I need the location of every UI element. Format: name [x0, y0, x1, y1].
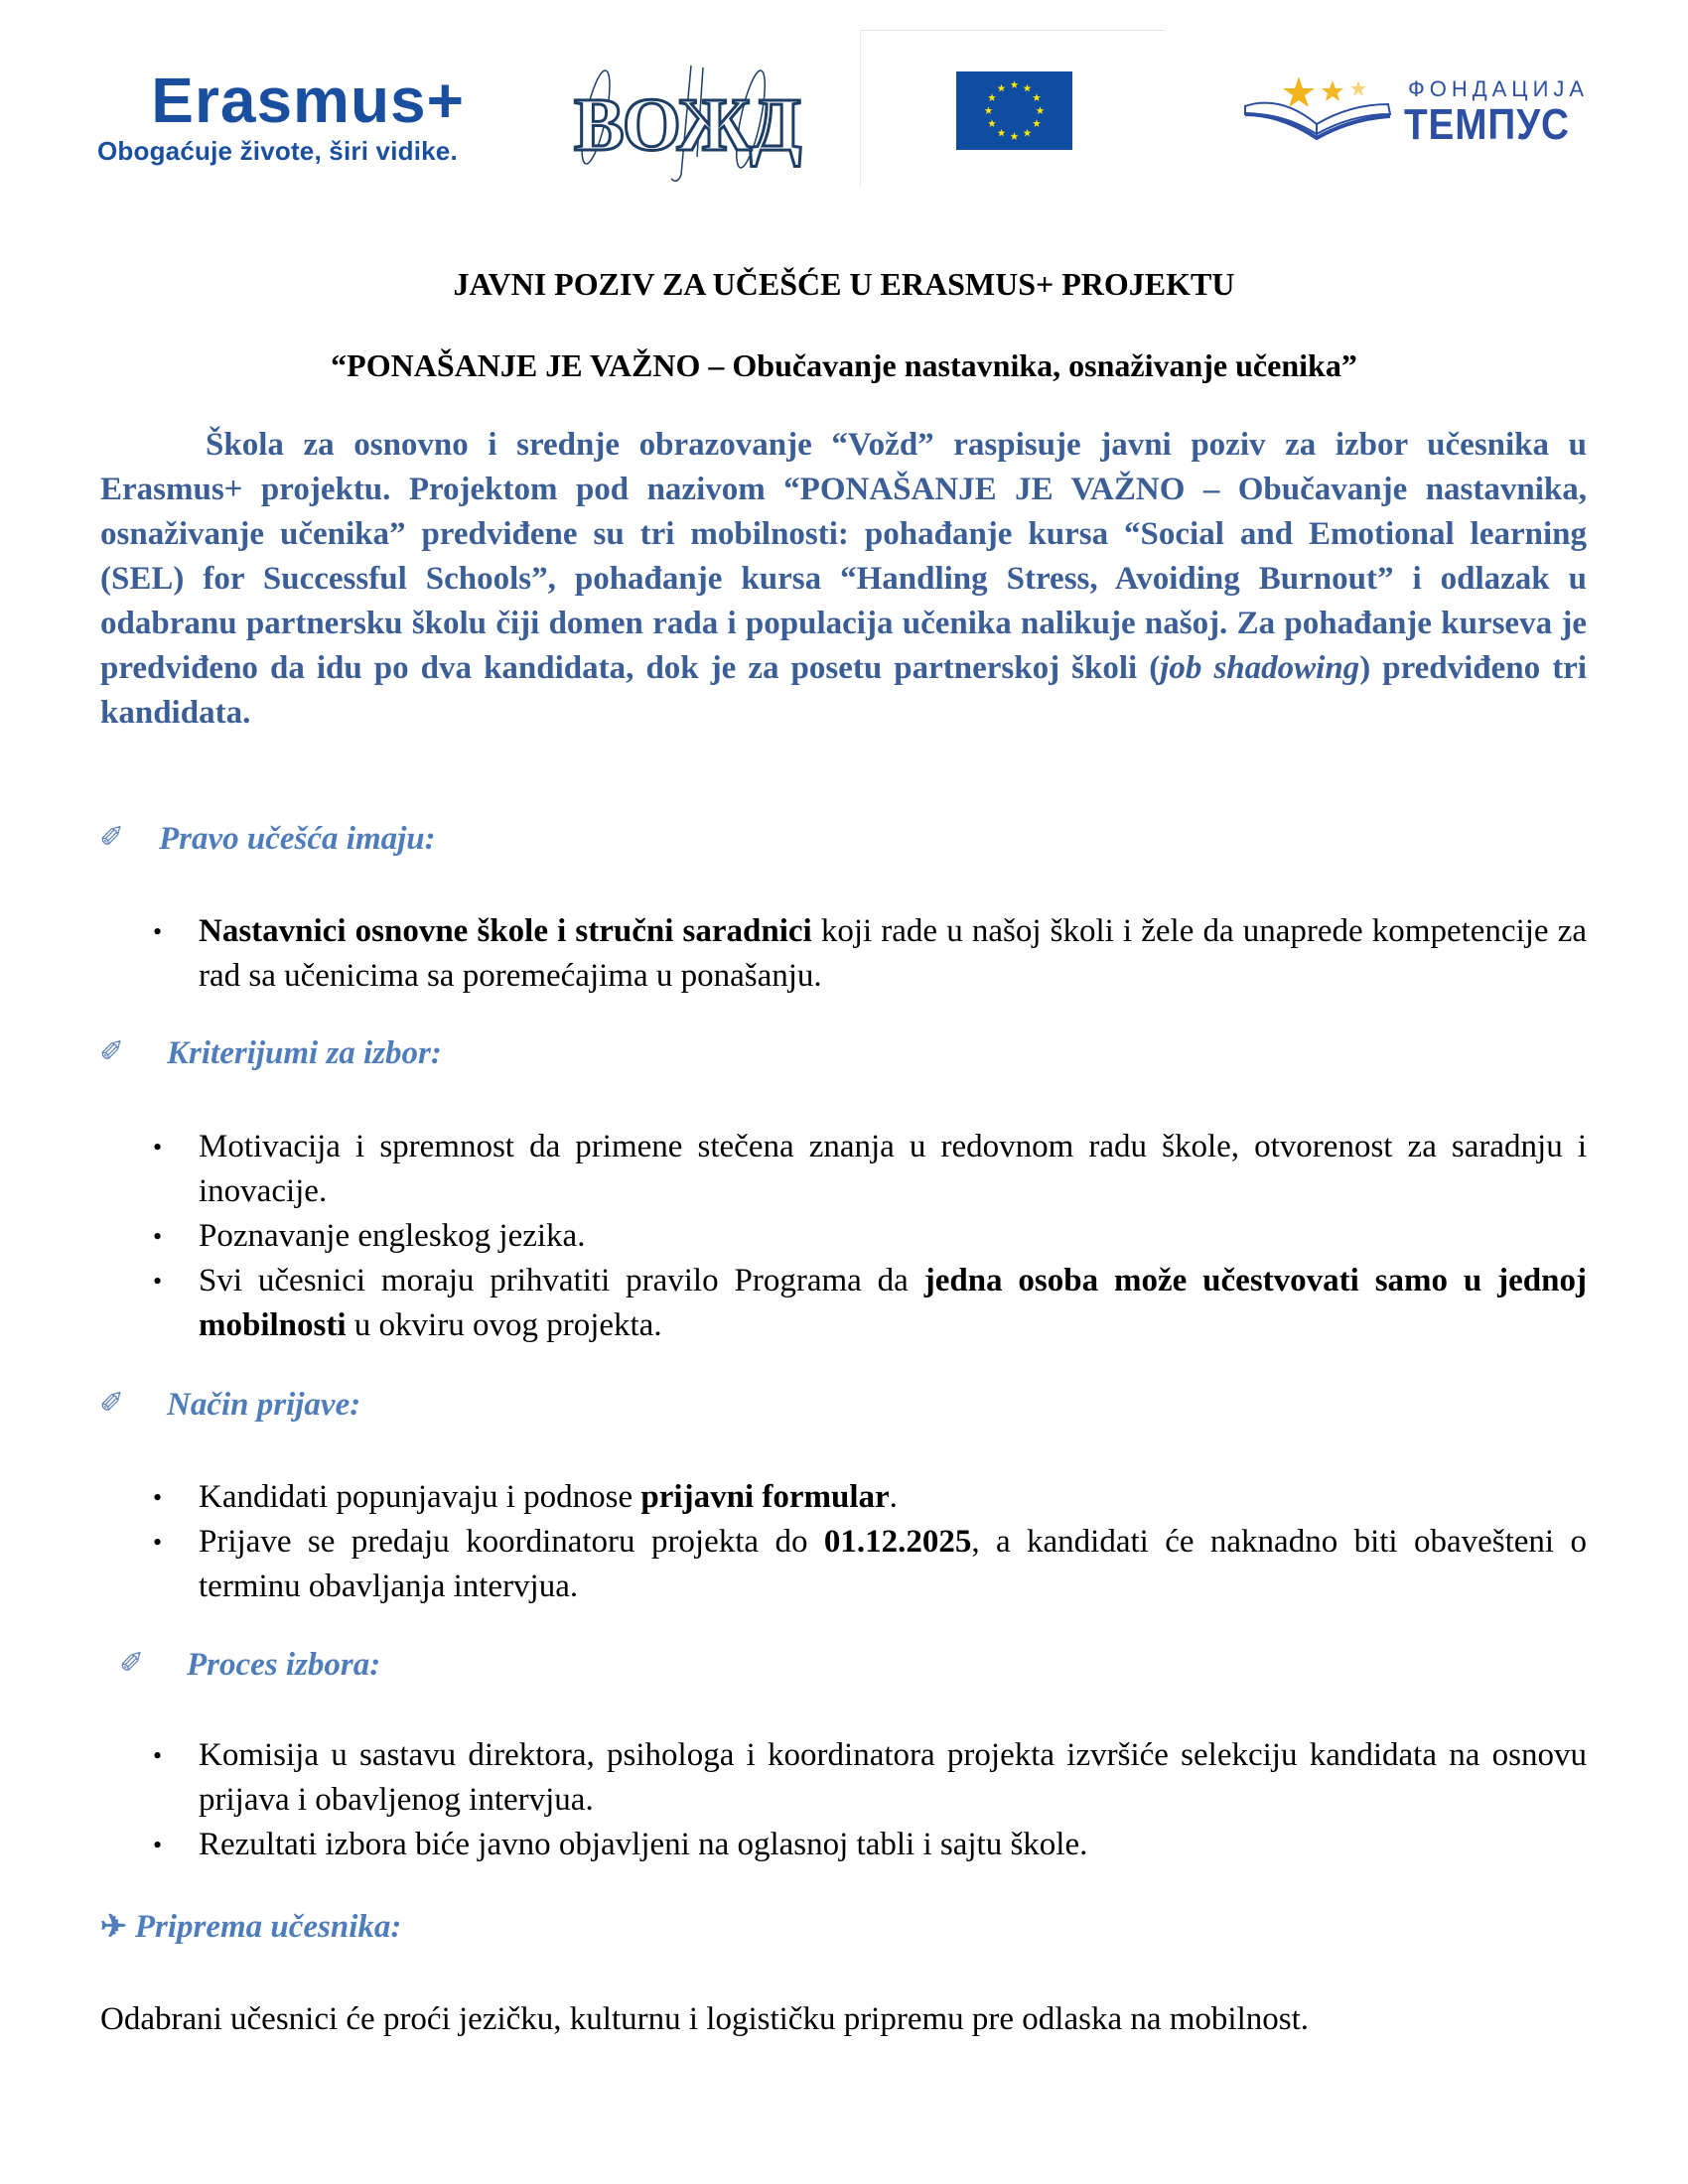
list-item — [149, 1214, 1587, 1259]
eu-flag-icon — [956, 71, 1072, 150]
selection-list — [149, 1733, 1587, 1867]
intro-text-end: ) predviđeno tri kandidata. — [100, 650, 1587, 731]
application-list — [149, 1475, 1587, 1609]
section-heading-label: Pravo učešća imaju: — [159, 821, 436, 857]
list-item-text-end: , a kandidati će naknadno biti obavešteni o terminu obavljanja intervjua. — [199, 1524, 1587, 1604]
section-heading-criteria — [99, 1034, 442, 1072]
section-heading-selection — [119, 1646, 380, 1684]
section-heading-application — [99, 1386, 360, 1424]
section-heading-preparation — [100, 1907, 401, 1946]
eu-star-icon — [1024, 84, 1032, 92]
erasmus-brand: Erasmus+ — [151, 65, 465, 136]
eu-star-icon — [988, 93, 996, 101]
check-icon: ✐ — [99, 1035, 125, 1068]
eu-star-icon — [1033, 119, 1041, 127]
eu-star-icon — [998, 84, 1006, 92]
eu-star-icon — [1037, 106, 1045, 114]
eu-star-icon — [988, 119, 996, 127]
section-heading-eligibility — [99, 820, 436, 858]
check-icon: ✐ — [119, 1647, 145, 1680]
list-item — [149, 1125, 1587, 1214]
check-icon: ✐ — [99, 1387, 125, 1420]
list-item-text: Prijave se predaju koordinatoru projekta do — [199, 1524, 824, 1560]
bullet-icon: • — [153, 1528, 163, 1557]
list-item-text: koji rade u našoj školi i žele da unaprede kompetencije za rad sa učenicima sa poremećajima u ponašanju. — [199, 913, 1587, 994]
open-book-stars-icon — [1241, 74, 1400, 154]
list-item-text: Kandidati popunjavaju i podnose — [199, 1479, 641, 1515]
eu-star-icon — [1024, 129, 1032, 137]
tempus-org-label: ФОНДАЦИЈА — [1408, 76, 1590, 101]
intro-paragraph — [100, 423, 1587, 736]
eu-star-icon — [998, 129, 1006, 137]
list-item — [149, 1259, 1587, 1348]
tempus-logo — [1241, 74, 1590, 154]
eu-star-icon — [1011, 132, 1019, 140]
deadline-date: 01.12.2025 — [823, 1524, 972, 1560]
intro-italic-term: job shadowing — [1160, 650, 1360, 686]
application-form-label: prijavni formular — [640, 1479, 890, 1515]
list-item — [149, 1475, 1587, 1520]
bullet-icon: • — [153, 917, 163, 946]
bullet-icon: • — [153, 1222, 163, 1251]
erasmus-logo — [97, 66, 465, 167]
section-heading-label: Način prijave: — [167, 1387, 361, 1423]
bullet-icon: • — [153, 1267, 163, 1296]
school-logo-text: ВОЖД — [574, 83, 800, 167]
section-heading-label: Proces izbora: — [187, 1647, 381, 1683]
tempus-name: ТЕМПУС — [1404, 100, 1570, 149]
eu-star-icon — [1011, 80, 1019, 88]
list-item-text: Svi učesnici moraju prihvatiti pravilo Programa da — [199, 1263, 924, 1298]
intro-text: Škola za osnovno i srednje obrazovanje “Vožd” raspisuje javni poziv za izbor učesnika u Erasmus+ projektu. Projektom pod nazivom “PONAŠANJE JE VAŽNO – Obučavanje nastavnika, osnaživanje učenika” predviđene su tri mobilnosti: pohađanje kursa “Social and Emotional learning (SEL) for Successful Schools”, pohađanje kursa “Handling Stress, Avoiding Burnout” i odlazak u odabranu partnersku školu čiji domen rada i populacija učenika nalikuje našoj. Za pohađanje kurseva je predviđeno da idu po dva kandidata, dok je za posetu partnerskoj školi ( — [100, 427, 1587, 686]
list-item-text: Poznavanje engleskog jezika. — [199, 1218, 586, 1254]
list-item-bold: jedna osoba može učestvovati samo u jednoj mobilnosti — [199, 1263, 1587, 1343]
bullet-icon: • — [153, 1741, 163, 1770]
eu-star-icon — [1033, 93, 1041, 101]
list-item — [149, 1733, 1587, 1823]
list-item-text: Motivacija i spremnost da primene stečena znanja u redovnom radu škole, otvorenost za saradnju i inovacije. — [199, 1129, 1587, 1209]
section-heading-label: Kriterijumi za izbor: — [167, 1035, 442, 1071]
preparation-paragraph: Odabrani učesnici će proći jezičku, kulturnu i logističku pripremu pre odlaska na mobilnost. — [100, 2001, 1310, 2037]
list-item-text: Komisija u sastavu direktora, psihologa i koordinatora projekta izvršiće selekciju kandidata na osnovu prijava i obavljenog intervjua. — [199, 1737, 1587, 1818]
airplane-icon: ✈ — [100, 1908, 127, 1944]
document-subtitle: “PONAŠANJE JE VAŽNO – Obučavanje nastavnika, osnaživanje učenika” — [331, 347, 1357, 383]
list-item-bold: Nastavnici osnovne škole i stručni saradnici — [199, 913, 812, 949]
list-item — [149, 1823, 1587, 1867]
school-logo — [574, 58, 800, 187]
list-item-text-end: . — [889, 1479, 898, 1515]
list-item-text-end: u okviru ovog projekta. — [346, 1307, 662, 1343]
erasmus-tagline: Obogaćuje živote, širi vidike. — [97, 136, 458, 166]
eu-star-icon — [985, 106, 993, 114]
bullet-icon: • — [153, 1483, 163, 1512]
eligibility-list — [149, 909, 1587, 999]
document-title: JAVNI POZIV ZA UČEŠĆE U ERASMUS+ PROJEKTU — [453, 266, 1235, 302]
bullet-icon: • — [153, 1831, 163, 1859]
bullet-icon: • — [153, 1133, 163, 1161]
check-icon: ✐ — [99, 821, 125, 854]
list-item — [149, 909, 1587, 999]
section-heading-label: Priprema učesnika: — [134, 1909, 402, 1945]
list-item-text: Rezultati izbora biće javno objavljeni na oglasnoj tabli i sajtu škole. — [199, 1827, 1088, 1862]
list-item — [149, 1520, 1587, 1609]
criteria-list — [149, 1125, 1587, 1348]
